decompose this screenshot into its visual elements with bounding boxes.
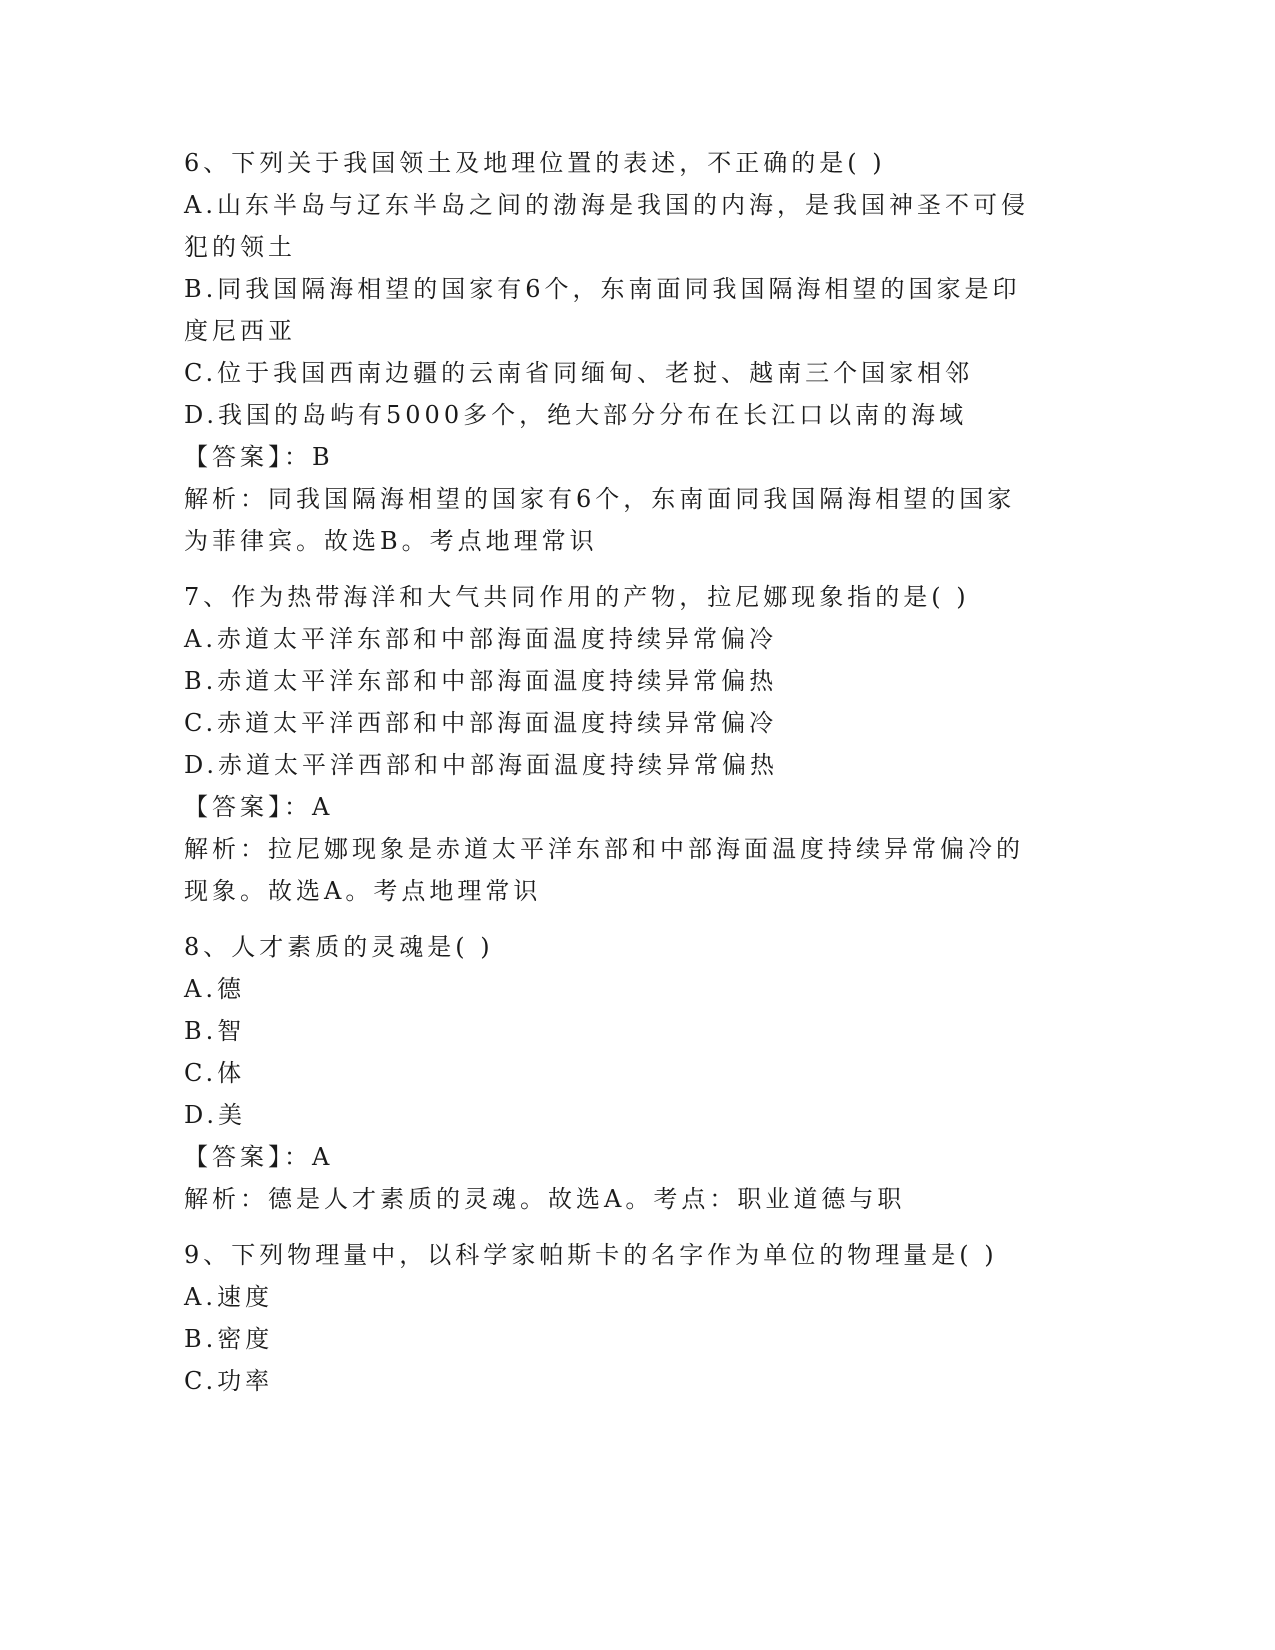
option-a: A.山东半岛与辽东半岛之间的渤海是我国的内海，是我国神圣不可侵 [184, 191, 1029, 219]
question-9 [184, 1234, 1064, 1402]
option-a: A.速度 [184, 1283, 273, 1311]
question-stem: 6、下列关于我国领土及地理位置的表述，不正确的是( ) [184, 149, 886, 177]
option-b-continued: 度尼西亚 [184, 317, 296, 345]
answer: 【答案】：B [184, 443, 334, 471]
option-a: A.德 [184, 975, 245, 1003]
option-a-continued: 犯的领土 [184, 233, 296, 261]
option-c: C.功率 [184, 1367, 274, 1395]
option-d: D.我国的岛屿有5000多个，绝大部分分布在长江口以南的海域 [184, 401, 968, 429]
option-d: D.赤道太平洋西部和中部海面温度持续异常偏热 [184, 751, 779, 779]
analysis: 解析：拉尼娜现象是赤道太平洋东部和中部海面温度持续异常偏冷的 [184, 835, 1024, 863]
analysis: 解析：德是人才素质的灵魂。故选A。考点：职业道德与职 [184, 1185, 906, 1213]
question-6 [184, 142, 1064, 562]
analysis-continued: 现象。故选A。考点地理常识 [184, 877, 542, 905]
option-d: D.美 [184, 1101, 247, 1129]
answer: 【答案】：A [184, 1143, 334, 1171]
analysis: 解析：同我国隔海相望的国家有6个，东南面同我国隔海相望的国家 [184, 485, 1016, 513]
question-7 [184, 576, 1064, 912]
question-stem: 7、作为热带海洋和大气共同作用的产物，拉尼娜现象指的是( ) [184, 583, 970, 611]
option-c: C.位于我国西南边疆的云南省同缅甸、老挝、越南三个国家相邻 [184, 359, 974, 387]
option-b: B.智 [184, 1017, 246, 1045]
question-8 [184, 926, 1064, 1220]
option-b: B.密度 [184, 1325, 274, 1353]
question-stem: 8、人才素质的灵魂是( ) [184, 933, 494, 961]
option-a: A.赤道太平洋东部和中部海面温度持续异常偏冷 [184, 625, 777, 653]
answer: 【答案】：A [184, 793, 334, 821]
option-c: C.赤道太平洋西部和中部海面温度持续异常偏冷 [184, 709, 778, 737]
page-content [184, 142, 1064, 1402]
option-b: B.赤道太平洋东部和中部海面温度持续异常偏热 [184, 667, 778, 695]
option-c: C.体 [184, 1059, 246, 1087]
option-b: B.同我国隔海相望的国家有6个，东南面同我国隔海相望的国家是印 [184, 275, 1021, 303]
question-stem: 9、下列物理量中，以科学家帕斯卡的名字作为单位的物理量是( ) [184, 1241, 998, 1269]
analysis-continued: 为菲律宾。故选B。考点地理常识 [184, 527, 598, 555]
